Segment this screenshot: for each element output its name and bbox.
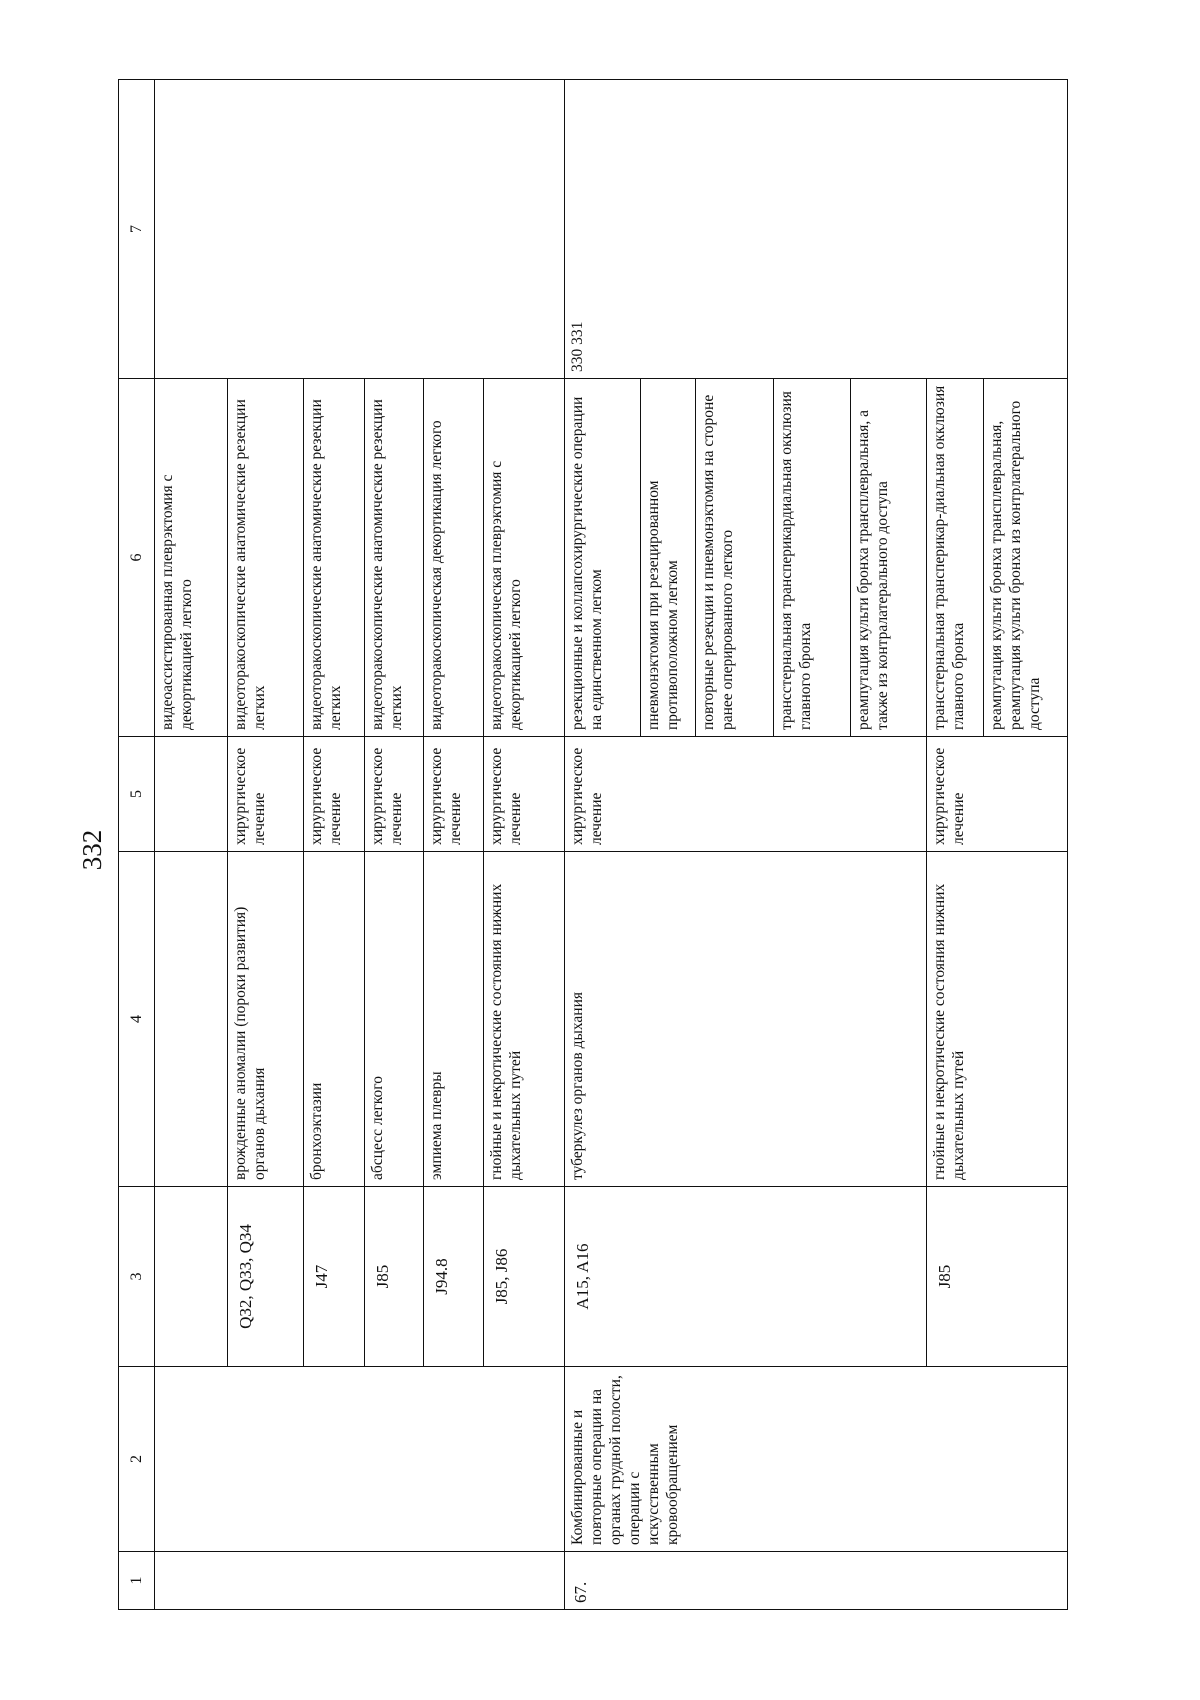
code-cell: J85, J86 (483, 1187, 565, 1367)
page-number: 332 (77, 829, 107, 871)
treatment-cell: хирургическое лечение (926, 737, 1067, 852)
header-cell: 5 (119, 737, 155, 852)
method-cell: трансстернальная трансперикар-диальная окклюзия главного бронха (926, 379, 983, 737)
treatment-cell: хирургическое лечение (365, 737, 424, 852)
method-cell: видеоторакоскопические анатомические резекции легких (303, 379, 364, 737)
table-row (154, 80, 228, 1610)
header-cell: 7 (119, 80, 155, 379)
norm-cell (154, 80, 565, 379)
code-cell: J85 (926, 1187, 1067, 1367)
group-name-cell (154, 1367, 565, 1552)
treatment-cell: хирургическое лечение (228, 737, 304, 852)
method-cell: видеоторакоскопическая декортикация легкого (424, 379, 483, 737)
header-cell: 6 (119, 379, 155, 737)
rotated-table-container (118, 80, 1068, 1610)
method-cell: видеоторакоскопические анатомические резекции легких (365, 379, 424, 737)
treatment-cell: хирургическое лечение (303, 737, 364, 852)
method-cell: реампутация культи бронха трансплевральная, реампутация культи бронха из контрлатерального доступа (984, 379, 1068, 737)
method-cell: пневмонэктомия при резецированном противоположном легком (640, 379, 695, 737)
row-number-cell (154, 1552, 565, 1610)
treatment-cell: хирургическое лечение (565, 737, 927, 852)
code-cell: J94.8 (424, 1187, 483, 1367)
header-cell: 2 (119, 1367, 155, 1552)
code-cell: J47 (303, 1187, 364, 1367)
code-cell (154, 1187, 228, 1367)
diagnosis-cell: гнойные и некротические состояния нижних дыхательных путей (926, 852, 1067, 1187)
method-cell: резекционные и коллапсохирургические операции на единственном легком (565, 379, 641, 737)
diagnosis-cell (154, 852, 228, 1187)
treatment-cell (154, 737, 228, 852)
method-cell: видеоторакоскопическая плеврэктомия с декортикацией легкого (483, 379, 565, 737)
code-cell: A15, A16 (565, 1187, 927, 1367)
header-cell: 3 (119, 1187, 155, 1367)
method-cell: видеоассистированная плеврэктомия с декортикацией легкого (154, 379, 228, 737)
method-cell: повторные резекции и пневмонэктомия на стороне ранее оперированного легкого (696, 379, 774, 737)
treatment-cell: хирургическое лечение (483, 737, 565, 852)
code-cell: Q32, Q33, Q34 (228, 1187, 304, 1367)
method-cell: реампутация культи бронха трансплевральная, а также из контралатерального доступа (851, 379, 927, 737)
norm-cell: 330 331 (565, 80, 1068, 379)
header-row (119, 80, 155, 1610)
diagnosis-cell: бронхоэктазии (303, 852, 364, 1187)
diagnosis-cell: туберкулез органов дыхания (565, 852, 927, 1187)
table-row (565, 80, 641, 1610)
diagnosis-cell: врожденные аномалии (пороки развития) органов дыхания (228, 852, 304, 1187)
procedures-table (118, 79, 1068, 1610)
diagnosis-cell: гнойные и некротические состояния нижних дыхательных путей (483, 852, 565, 1187)
group-name-cell: Комбинированные и повторные операции на органах грудной полости, операции с искусственным кровообращением (565, 1367, 1068, 1552)
header-cell: 4 (119, 852, 155, 1187)
header-cell: 1 (119, 1552, 155, 1610)
method-cell: видеоторакоскопические анатомические резекции легких (228, 379, 304, 737)
row-number-cell: 67. (565, 1552, 1068, 1610)
treatment-cell: хирургическое лечение (424, 737, 483, 852)
method-cell: трансстернальная трансперикардиальная окклюзия главного бронха (773, 379, 851, 737)
diagnosis-cell: эмпиема плевры (424, 852, 483, 1187)
code-cell: J85 (365, 1187, 424, 1367)
diagnosis-cell: абсцесс легкого (365, 852, 424, 1187)
